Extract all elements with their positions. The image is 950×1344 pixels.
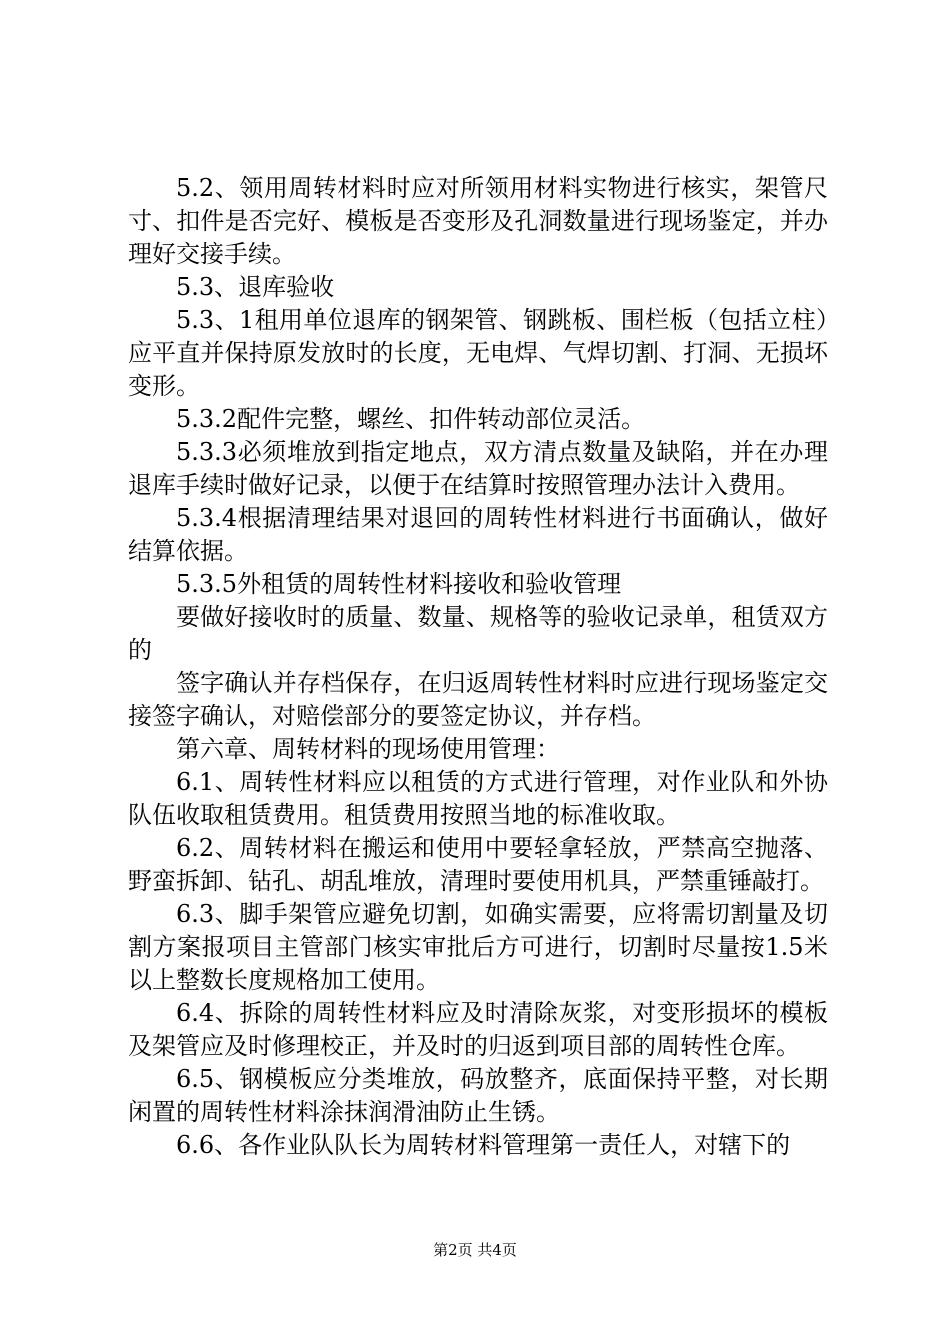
paragraph-sign-confirm: 签字确认并存档保存，在归返周转性材料时应进行现场鉴定交接签字确认，对赔偿部分的要签定协议，并存档。 [128, 669, 828, 730]
chapter-six-heading: 第六章、周转材料的现场使用管理： [176, 735, 560, 763]
paragraph-6-5: 6.5、钢模板应分类堆放，码放整齐，底面保持平整，对长期闲置的周转性材料涂抹润滑油防止生锈。 [128, 1065, 828, 1126]
paragraph-5-3-3: 5.3.3必须堆放到指定地点，双方清点数量及缺陷，并在办理退库手续时做好记录，以便于在结算时按照管理办法计入费用。 [128, 438, 828, 499]
page-number-footer: 第2页 共4页 [433, 1241, 517, 1259]
paragraph-6-4: 6.4、拆除的周转性材料应及时清除灰浆，对变形损坏的模板及架管应及时修理校正，并及时的归返到项目部的周转性仓库。 [128, 999, 828, 1060]
paragraph-6-6: 6.6、各作业队队长为周转材料管理第一责任人，对辖下的 [176, 1131, 791, 1159]
paragraph-6-3: 6.3、脚手架管应避免切割，如确实需要，应将需切割量及切割方案报项目主管部门核实审批后方可进行，切割时尽量按1.5米以上整数长度规格加工使用。 [128, 900, 828, 994]
paragraph-5-3-4: 5.3.4根据清理结果对退回的周转性材料进行书面确认，做好结算依据。 [128, 504, 828, 565]
paragraph-5-3-1: 5.3、1租用单位退库的钢架管、钢跳板、围栏板（包括立柱）应平直并保持原发放时的长度，无电焊、气焊切割、打洞、无损坏变形。 [128, 306, 828, 400]
paragraph-5-3-heading: 5.3、退库验收 [176, 273, 335, 301]
paragraph-6-1: 6.1、周转性材料应以租赁的方式进行管理，对作业队和外协队伍收取租赁费用。租赁费用按照当地的标准收取。 [128, 768, 828, 829]
paragraph-5-3-5: 5.3.5外租赁的周转性材料接收和验收管理 [176, 570, 622, 598]
paragraph-5-3-2: 5.3.2配件完整，螺丝、扣件转动部位灵活。 [176, 405, 646, 433]
paragraph-lease-record: 要做好接收时的质量、数量、规格等的验收记录单，租赁双方的 [128, 603, 828, 664]
paragraph-5-2: 5.2、领用周转材料时应对所领用材料实物进行核实，架管尺寸、扣件是否完好、模板是否变形及孔洞数量进行现场鉴定，并办理好交接手续。 [128, 174, 828, 268]
paragraph-6-2: 6.2、周转材料在搬运和使用中要轻拿轻放，严禁高空抛落、野蛮拆卸、钻孔、胡乱堆放，清理时要使用机具，严禁重锤敲打。 [128, 834, 828, 895]
document-body [128, 172, 828, 1162]
